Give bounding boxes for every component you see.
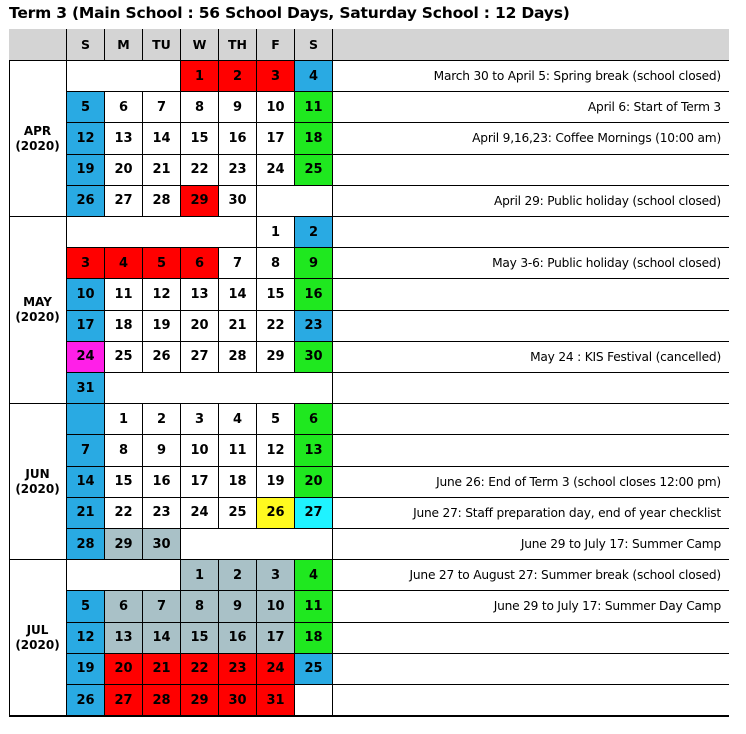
event-note: [333, 155, 729, 186]
day-cell[interactable]: 13: [105, 123, 143, 154]
day-cell[interactable]: 21: [219, 311, 257, 342]
day-cell[interactable]: 7: [143, 591, 181, 622]
day-cell[interactable]: 11: [295, 92, 333, 123]
event-note: [333, 373, 729, 404]
day-cell[interactable]: 13: [295, 435, 333, 466]
day-cell[interactable]: 30: [295, 342, 333, 373]
day-cell[interactable]: 16: [295, 279, 333, 310]
day-cell[interactable]: 23: [219, 155, 257, 186]
day-cell[interactable]: 26: [67, 685, 105, 716]
day-cell[interactable]: 19: [143, 311, 181, 342]
day-cell[interactable]: 19: [67, 654, 105, 685]
day-cell[interactable]: 9: [295, 248, 333, 279]
day-cell[interactable]: [67, 404, 105, 435]
day-cell[interactable]: 9: [219, 92, 257, 123]
day-cell[interactable]: 8: [181, 591, 219, 622]
day-cell[interactable]: 25: [219, 498, 257, 529]
day-cell[interactable]: 11: [219, 435, 257, 466]
event-note: [333, 311, 729, 342]
day-cell[interactable]: 7: [67, 435, 105, 466]
day-cell[interactable]: 4: [219, 404, 257, 435]
day-cell[interactable]: 11: [295, 591, 333, 622]
month-label: [9, 560, 67, 716]
day-cell[interactable]: 3: [67, 248, 105, 279]
day-cell[interactable]: 9: [219, 591, 257, 622]
month-year: (2020): [15, 481, 60, 496]
day-cell[interactable]: 1: [181, 560, 219, 591]
event-note: [333, 654, 729, 685]
day-cell[interactable]: 4: [295, 560, 333, 591]
day-cell[interactable]: 28: [143, 186, 181, 217]
day-cell[interactable]: 20: [105, 155, 143, 186]
day-cell[interactable]: 5: [143, 248, 181, 279]
day-cell[interactable]: 24: [181, 498, 219, 529]
day-cell[interactable]: 27: [105, 685, 143, 716]
day-cell[interactable]: 14: [143, 123, 181, 154]
notes-header: [333, 29, 729, 61]
day-cell[interactable]: 18: [105, 311, 143, 342]
event-note: June 29 to July 17: Summer Camp: [333, 529, 729, 560]
day-cell[interactable]: 22: [105, 498, 143, 529]
day-cell[interactable]: 18: [219, 467, 257, 498]
weekday-header: TU: [143, 29, 181, 61]
day-cell[interactable]: 17: [181, 467, 219, 498]
month-year: (2020): [15, 310, 60, 325]
day-cell[interactable]: 24: [67, 342, 105, 373]
blank-cell: [257, 186, 333, 217]
day-cell[interactable]: 6: [295, 404, 333, 435]
day-cell[interactable]: 30: [143, 529, 181, 560]
day-cell[interactable]: 3: [257, 61, 295, 92]
day-cell[interactable]: 7: [219, 248, 257, 279]
day-cell[interactable]: 5: [67, 591, 105, 622]
blank-cell: [67, 560, 181, 591]
day-cell[interactable]: 12: [67, 623, 105, 654]
blank-cell: [181, 529, 333, 560]
event-note: [333, 279, 729, 310]
day-cell[interactable]: 1: [181, 61, 219, 92]
day-cell[interactable]: 31: [257, 685, 295, 716]
event-note: May 24 : KIS Festival (cancelled): [333, 342, 729, 373]
day-cell[interactable]: 17: [257, 623, 295, 654]
day-cell[interactable]: 16: [219, 623, 257, 654]
day-cell[interactable]: 24: [257, 155, 295, 186]
day-cell[interactable]: 21: [143, 155, 181, 186]
month-name: APR: [23, 123, 52, 138]
day-cell[interactable]: 18: [295, 623, 333, 654]
weekday-header: S: [295, 29, 333, 61]
event-note: [333, 217, 729, 248]
day-cell[interactable]: 1: [257, 217, 295, 248]
event-note: March 30 to April 5: Spring break (school closed): [333, 61, 729, 92]
day-cell[interactable]: 15: [105, 467, 143, 498]
event-note: June 26: End of Term 3 (school closes 12:00 pm): [333, 467, 729, 498]
day-cell[interactable]: 26: [257, 498, 295, 529]
month-name: JUN: [25, 466, 50, 481]
day-cell[interactable]: 6: [105, 591, 143, 622]
day-cell[interactable]: 8: [181, 92, 219, 123]
day-cell[interactable]: 6: [181, 248, 219, 279]
day-cell[interactable]: 20: [181, 311, 219, 342]
day-cell[interactable]: 26: [143, 342, 181, 373]
blank-cell: [105, 373, 333, 404]
day-cell[interactable]: 15: [181, 123, 219, 154]
day-cell[interactable]: 6: [105, 92, 143, 123]
day-cell[interactable]: 29: [105, 529, 143, 560]
day-cell[interactable]: 23: [219, 654, 257, 685]
day-cell[interactable]: 20: [105, 654, 143, 685]
day-cell[interactable]: 12: [257, 435, 295, 466]
day-cell[interactable]: 18: [295, 123, 333, 154]
month-year: (2020): [15, 138, 60, 153]
day-cell[interactable]: 2: [295, 217, 333, 248]
day-cell[interactable]: 2: [219, 560, 257, 591]
day-cell[interactable]: 14: [143, 623, 181, 654]
day-cell[interactable]: 10: [257, 591, 295, 622]
day-cell[interactable]: 8: [105, 435, 143, 466]
day-cell[interactable]: 22: [181, 654, 219, 685]
day-cell[interactable]: 17: [67, 311, 105, 342]
event-note: April 9,16,23: Coffee Mornings (10:00 am): [333, 123, 729, 154]
month-year: (2020): [15, 637, 60, 652]
month-label: [9, 61, 67, 217]
day-cell[interactable]: 20: [295, 467, 333, 498]
event-note: June 27 to August 27: Summer break (school closed): [333, 560, 729, 591]
day-cell[interactable]: 19: [67, 155, 105, 186]
day-cell[interactable]: 4: [295, 61, 333, 92]
day-cell[interactable]: 10: [257, 92, 295, 123]
day-cell[interactable]: 28: [143, 685, 181, 716]
day-cell[interactable]: 12: [143, 279, 181, 310]
term-calendar: [9, 29, 729, 717]
day-cell[interactable]: 16: [143, 467, 181, 498]
day-cell[interactable]: 13: [105, 623, 143, 654]
month-name: MAY: [23, 295, 52, 310]
day-cell[interactable]: 9: [143, 435, 181, 466]
day-cell[interactable]: 22: [257, 311, 295, 342]
day-cell[interactable]: 21: [67, 498, 105, 529]
day-cell[interactable]: 10: [181, 435, 219, 466]
event-note: May 3-6: Public holiday (school closed): [333, 248, 729, 279]
day-cell[interactable]: 29: [257, 342, 295, 373]
day-cell[interactable]: 27: [295, 498, 333, 529]
blank-cell: [67, 61, 181, 92]
weekday-header: W: [181, 29, 219, 61]
day-cell[interactable]: 13: [181, 279, 219, 310]
day-cell[interactable]: 31: [67, 373, 105, 404]
day-cell[interactable]: 29: [181, 685, 219, 716]
event-note: June 27: Staff preparation day, end of year checklist: [333, 498, 729, 529]
day-cell[interactable]: 15: [257, 279, 295, 310]
day-cell[interactable]: 12: [67, 123, 105, 154]
day-cell[interactable]: 19: [257, 467, 295, 498]
day-cell[interactable]: 4: [105, 248, 143, 279]
page-title: Term 3 (Main School : 56 School Days, Saturday School : 12 Days): [9, 4, 570, 22]
blank-cell: [295, 685, 333, 716]
day-cell[interactable]: 25: [295, 654, 333, 685]
day-cell[interactable]: 5: [257, 404, 295, 435]
day-cell[interactable]: 16: [219, 123, 257, 154]
header-corner: [9, 29, 67, 61]
day-cell[interactable]: 21: [143, 654, 181, 685]
day-cell[interactable]: 26: [67, 186, 105, 217]
weekday-header: F: [257, 29, 295, 61]
blank-cell: [67, 217, 257, 248]
day-cell[interactable]: 8: [257, 248, 295, 279]
day-cell[interactable]: 15: [181, 623, 219, 654]
month-label: [9, 404, 67, 560]
month-label: [9, 217, 67, 404]
event-note: [333, 435, 729, 466]
day-cell[interactable]: 1: [105, 404, 143, 435]
day-cell[interactable]: 3: [257, 560, 295, 591]
day-cell[interactable]: 11: [105, 279, 143, 310]
day-cell[interactable]: 30: [219, 186, 257, 217]
day-cell[interactable]: 2: [143, 404, 181, 435]
day-cell[interactable]: 14: [67, 467, 105, 498]
day-cell[interactable]: 10: [67, 279, 105, 310]
day-cell[interactable]: 29: [181, 186, 219, 217]
day-cell[interactable]: 2: [219, 61, 257, 92]
day-cell[interactable]: 7: [143, 92, 181, 123]
weekday-header: S: [67, 29, 105, 61]
day-cell[interactable]: 27: [105, 186, 143, 217]
day-cell[interactable]: 23: [143, 498, 181, 529]
day-cell[interactable]: 17: [257, 123, 295, 154]
event-note: April 29: Public holiday (school closed): [333, 186, 729, 217]
month-name: JUL: [26, 622, 49, 637]
day-cell[interactable]: 25: [295, 155, 333, 186]
event-note: June 29 to July 17: Summer Day Camp: [333, 591, 729, 622]
day-cell[interactable]: 28: [67, 529, 105, 560]
day-cell[interactable]: 30: [219, 685, 257, 716]
day-cell[interactable]: 14: [219, 279, 257, 310]
event-note: [333, 404, 729, 435]
day-cell[interactable]: 22: [181, 155, 219, 186]
day-cell[interactable]: 25: [105, 342, 143, 373]
day-cell[interactable]: 27: [181, 342, 219, 373]
weekday-header: M: [105, 29, 143, 61]
day-cell[interactable]: 24: [257, 654, 295, 685]
day-cell[interactable]: 28: [219, 342, 257, 373]
weekday-header: TH: [219, 29, 257, 61]
event-note: [333, 685, 729, 716]
day-cell[interactable]: 5: [67, 92, 105, 123]
day-cell[interactable]: 23: [295, 311, 333, 342]
event-note: [333, 623, 729, 654]
event-note: April 6: Start of Term 3: [333, 92, 729, 123]
day-cell[interactable]: 3: [181, 404, 219, 435]
